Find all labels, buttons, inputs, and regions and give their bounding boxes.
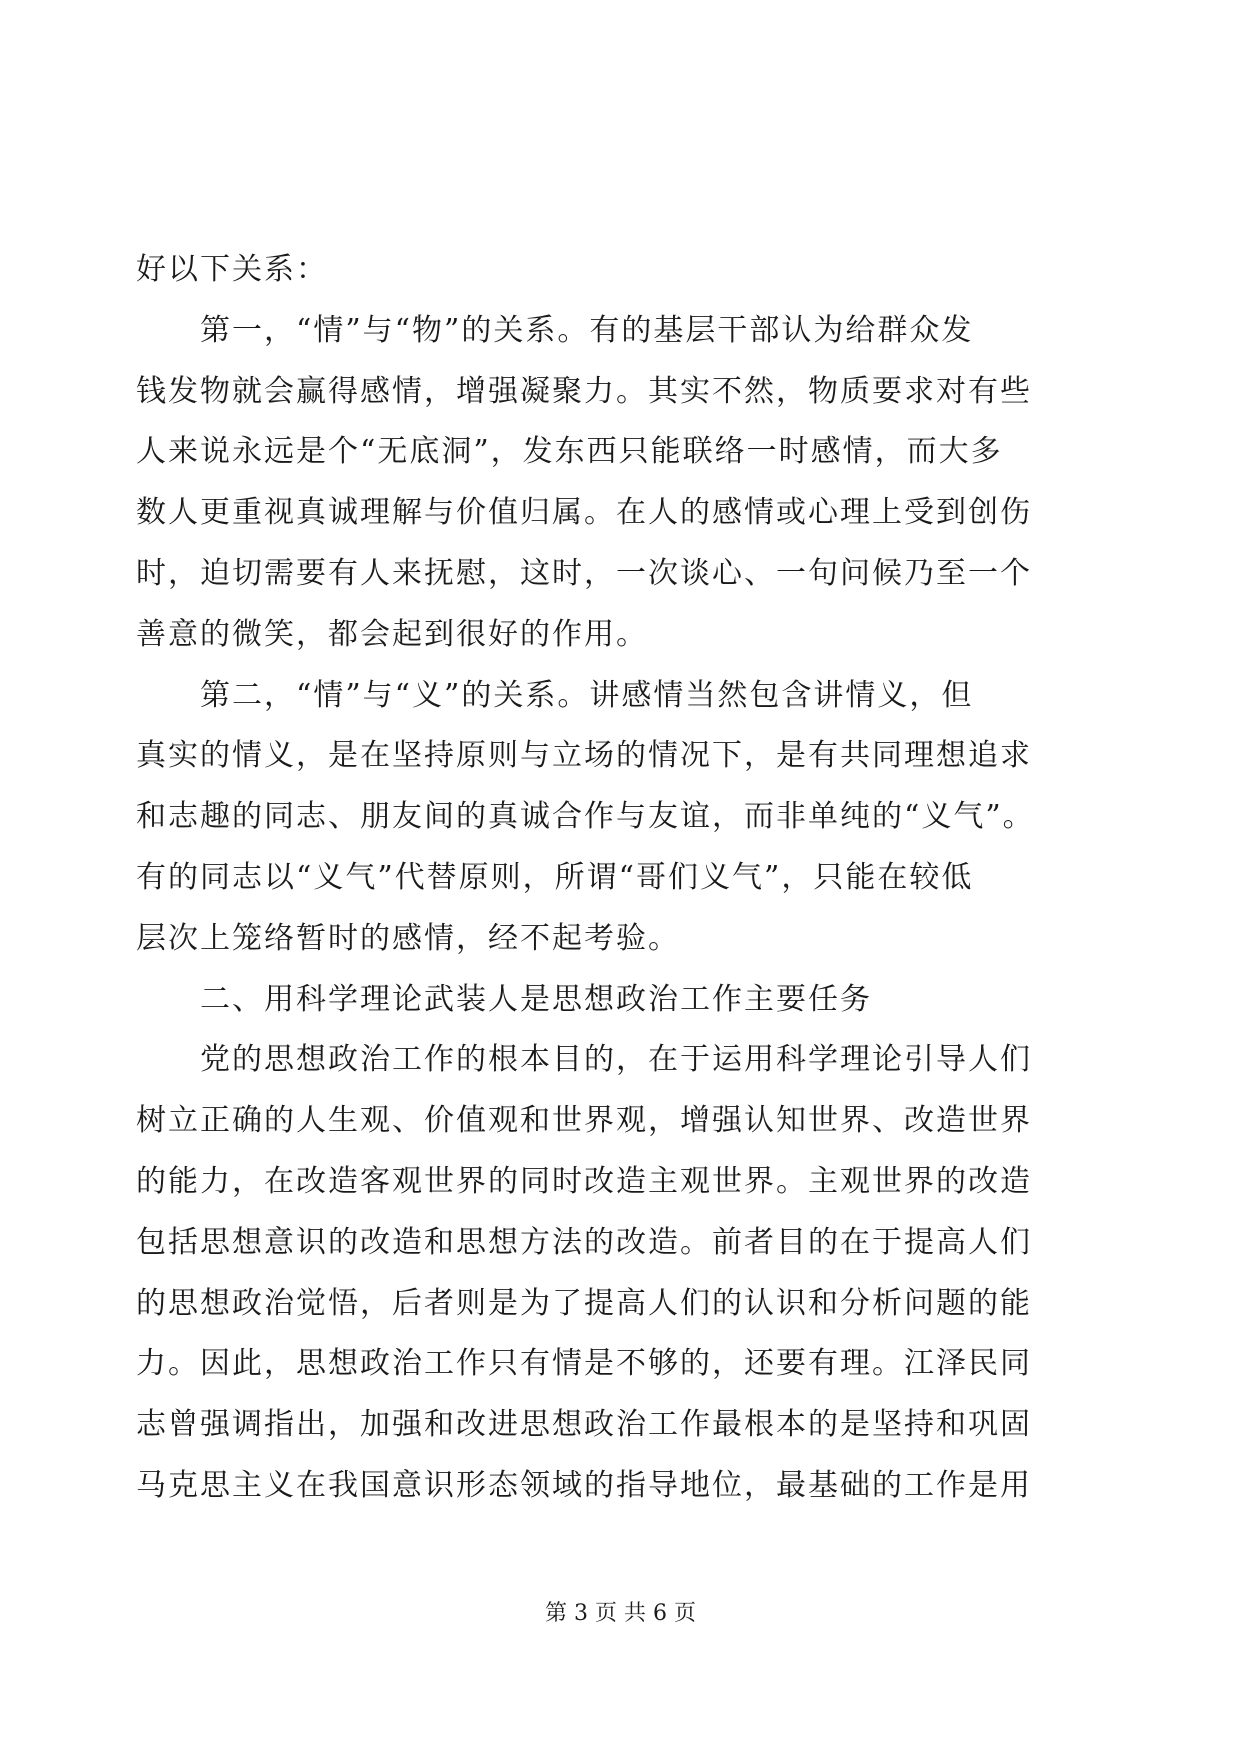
- text-line: 数人更重视真诚理解与价值归属。在人的感情或心理上受到创伤: [136, 495, 1032, 531]
- text-line: 马克思主义在我国意识形态领域的指导地位，最基础的工作是用: [136, 1467, 1032, 1503]
- text-line: 志曾强调指出，加强和改进思想政治工作最根本的是坚持和巩固: [136, 1407, 1032, 1443]
- paragraph-purpose: 党的思想政治工作的根本目的，在于运用科学理论引导人们: [200, 1042, 1032, 1078]
- text-line: 真实的情义，是在坚持原则与立场的情况下，是有共同理想追求: [136, 738, 1032, 774]
- text-line: 人来说永远是个“无底洞”，发东西只能联络一时感情，而大多: [136, 434, 1003, 470]
- text-line: 好以下关系：: [136, 252, 328, 287]
- text-line: 的思想政治觉悟，后者则是为了提高人们的认识和分析问题的能: [136, 1285, 1032, 1321]
- text-line: 树立正确的人生观、价值观和世界观，增强认知世界、改造世界: [136, 1103, 1032, 1139]
- paragraph-second-relation: 第二，“情”与“义”的关系。讲感情当然包含讲情义，但: [200, 677, 974, 713]
- text-line: 有的同志以“义气”代替原则，所谓“哥们义气”，只能在较低: [136, 859, 974, 895]
- text-line: 时，迫切需要有人来抚慰，这时，一次谈心、一句问候乃至一个: [136, 555, 1032, 591]
- paragraph-first-relation: 第一，“情”与“物”的关系。有的基层干部认为给群众发: [200, 312, 974, 348]
- text-line: 层次上笼络暂时的感情，经不起考验。: [136, 920, 680, 956]
- page-number-footer: 第 3 页 共 6 页: [545, 1601, 696, 1626]
- text-line: 善意的微笑，都会起到很好的作用。: [136, 616, 648, 652]
- document-body: [136, 240, 1076, 1517]
- text-line: 和志趣的同志、朋友间的真诚合作与友谊，而非单纯的“义气”。: [136, 799, 1035, 835]
- section-heading: 二、用科学理论武装人是思想政治工作主要任务: [200, 981, 872, 1017]
- text-line: 力。因此，思想政治工作只有情是不够的，还要有理。江泽民同: [136, 1346, 1032, 1382]
- text-line: 包括思想意识的改造和思想方法的改造。前者目的在于提高人们: [136, 1224, 1032, 1260]
- text-line: 的能力，在改造客观世界的同时改造主观世界。主观世界的改造: [136, 1163, 1032, 1199]
- text-line: 钱发物就会赢得感情，增强凝聚力。其实不然，物质要求对有些: [136, 373, 1032, 409]
